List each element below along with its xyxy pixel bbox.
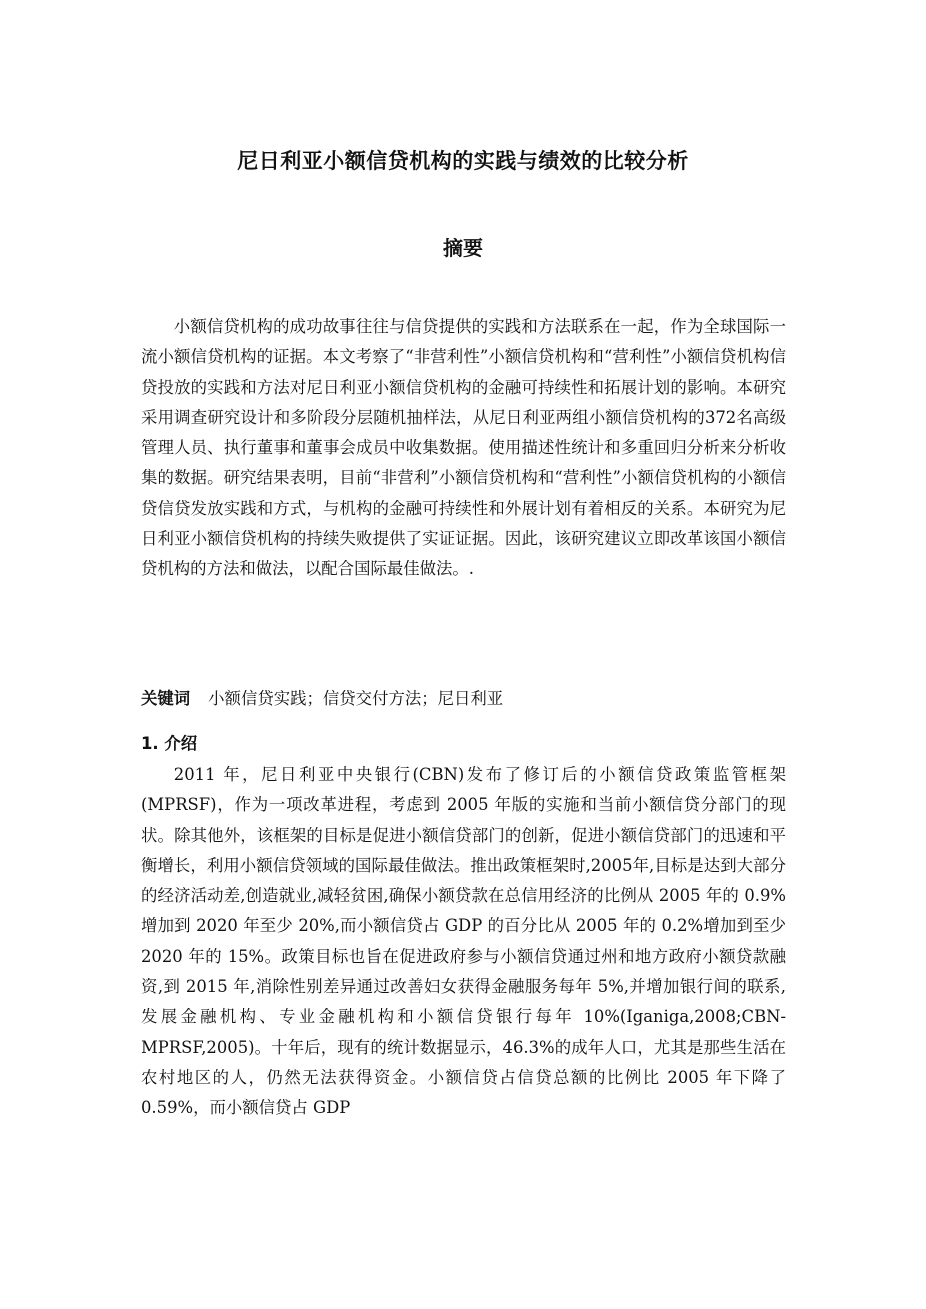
abstract-paragraph: 小额信贷机构的成功故事往往与信贷提供的实践和方法联系在一起，作为全球国际一流小额信贷机构的证据。本文考察了“非营利性”小额信贷机构和“营利性”小额信贷机构信贷投放的实践和方法对尼日利亚小额信贷机构的金融可持续性和拓展计划的影响。本研究采用调查研究设计和多阶段分层随机抽样法，从尼日利亚两组小额信贷机构的372名高级管理人员、执行董事和董事会成员中收集数据。使用描述性统计和多重回归分析来分析收集的数据。研究结果表明，目前“非营利”小额信贷机构和“营利性”小额信贷机构的小额信贷信贷发放实践和方式，与机构的金融可持续性和外展计划有着相反的关系。本研究为尼日利亚小额信贷机构的持续失败提供了实证证据。因此，该研究建议立即改革该国小额信贷机构的方法和做法，以配合国际最佳做法。. <box>141 317 786 579</box>
paper-title: 尼日利亚小额信贷机构的实践与绩效的比较分析 <box>237 149 689 173</box>
abstract-heading: 摘要 <box>443 236 483 260</box>
section-heading-introduction: 1. 介绍 <box>141 734 198 753</box>
keywords-line <box>141 685 786 713</box>
introduction-section <box>141 760 786 1124</box>
keywords-label: 关键词 <box>141 689 191 708</box>
abstract-section <box>141 312 786 585</box>
keywords-text: 小额信贷实践；信贷交付方法；尼日利亚 <box>208 689 504 708</box>
introduction-paragraph: 2011 年，尼日利亚中央银行(CBN)发布了修订后的小额信贷政策监管框架(MPRSF)，作为一项改革进程，考虑到 2005 年版的实施和当前小额信贷分部门的现状。除其他外，该框架的目标是促进小额信贷部门的创新，促进小额信贷部门的迅速和平衡增长，利用小额信贷领域的国际最佳做法。推出政策框架时,2005年,目标是达到大部分的经济活动差,创造就业,减轻贫困,确保小额贷款在总信用经济的比例从 2005 年的 0.9%增加到 2020 年至少 20%,而小额信贷占 GDP 的百分比从 2005 年的 0.2%增加到至少 2020 年的 15%。政策目标也旨在促进政府参与小额信贷通过州和地方政府小额贷款融资,到 2015 年,消除性别差异通过改善妇女获得金融服务每年 5%,并增加银行间的联系,发展金融机构、专业金融机构和小额信贷银行每年 10%(Iganiga,2008;CBN-MPRSF,2005)。十年后，现有的统计数据显示，46.3%的成年人口，尤其是那些生活在农村地区的人，仍然无法获得资金。小额信贷占信贷总额的比例比 2005 年下降了 0.59%，而小额信贷占 GDP <box>141 765 786 1118</box>
